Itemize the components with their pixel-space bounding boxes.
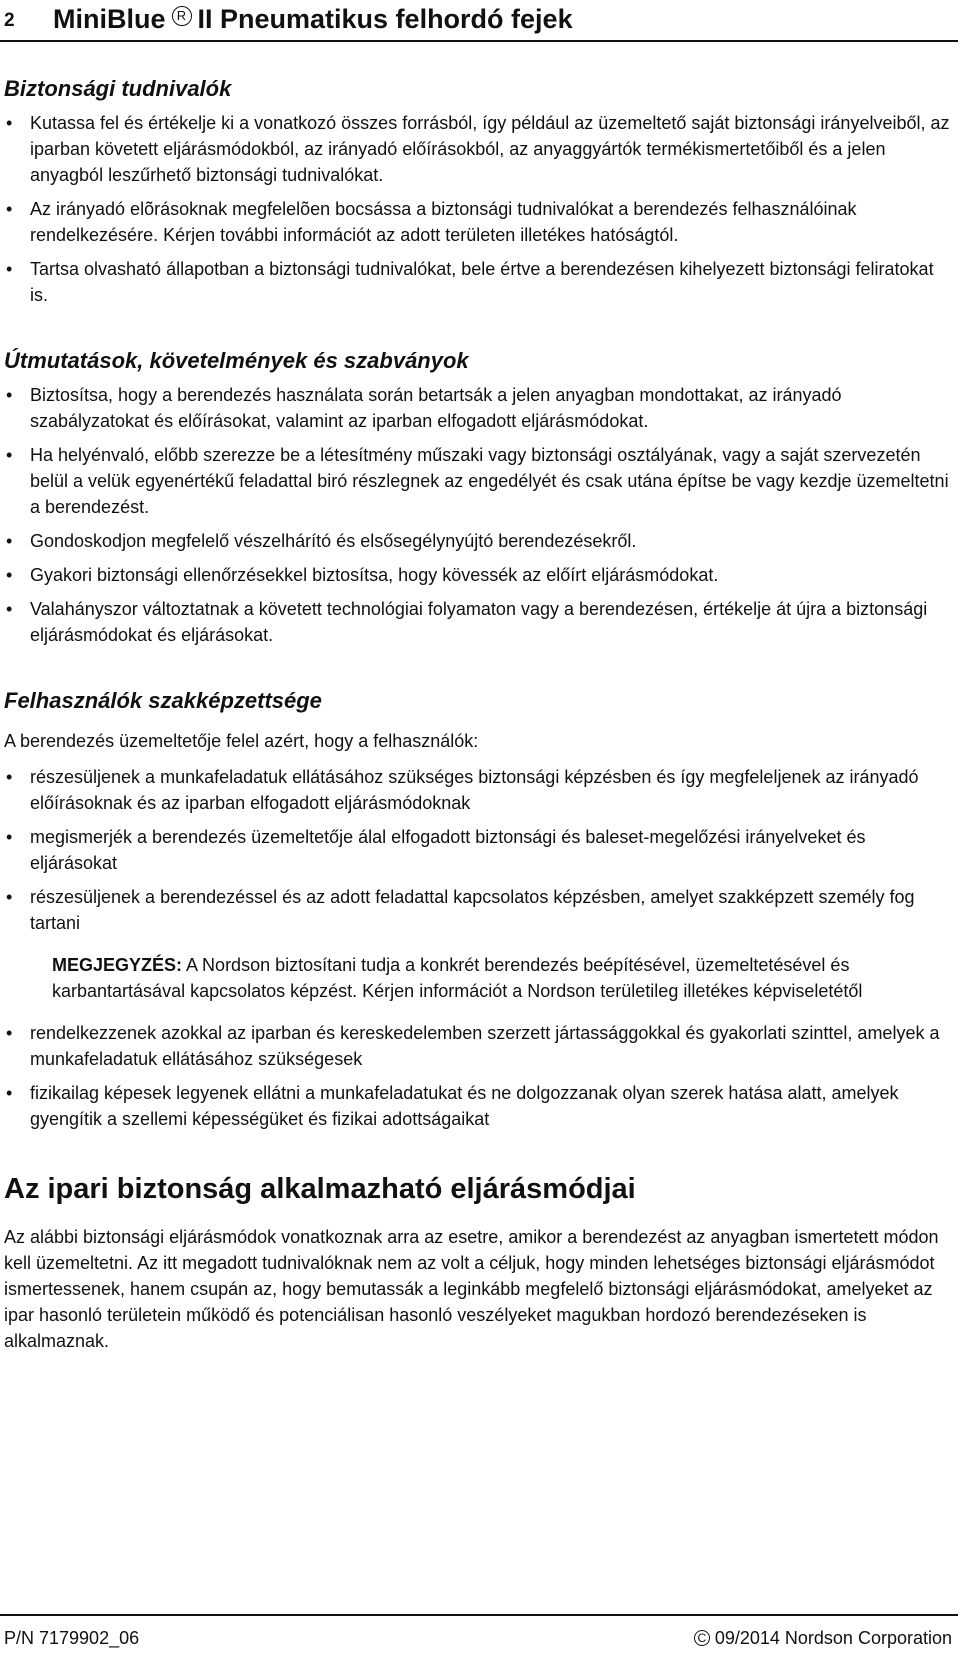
- registered-mark-icon: R: [172, 6, 192, 26]
- bullet-list: [4, 764, 954, 936]
- list-item-text: részesüljenek a berendezéssel és az adott feladattal kapcsolatos képzésben, amelyet szakképzett személy fog tartani: [30, 887, 915, 933]
- list-item: [4, 884, 954, 936]
- bullet-icon: •: [6, 199, 13, 219]
- list-item-text: részesüljenek a munkafeladatuk ellátásához szükséges biztonsági képzésben és így megfeleljenek az irányadó előírásoknak és az iparban elfogadott eljárásmódoknak: [30, 767, 919, 813]
- section-intro: A berendezés üzemeltetője felel azért, hogy a felhasználók:: [4, 731, 479, 751]
- list-item: [4, 442, 954, 520]
- bullet-icon: •: [6, 385, 13, 405]
- list-item: [4, 562, 954, 588]
- copyright-text: 09/2014 Nordson Corporation: [714, 1628, 952, 1648]
- page-content: [4, 76, 954, 1364]
- note-label: MEGJEGYZÉS:: [52, 955, 183, 975]
- bullet-icon: •: [6, 767, 13, 787]
- bullet-icon: •: [6, 827, 13, 847]
- bullet-icon: •: [6, 1083, 13, 1103]
- list-item: [4, 110, 954, 188]
- section-title: Útmutatások, követelmények és szabványok: [4, 348, 469, 373]
- section-title: Biztonsági tudnivalók: [4, 76, 232, 101]
- bullet-list: [4, 382, 954, 648]
- section-safety: [4, 76, 954, 308]
- list-item-text: Ha helyénvaló, előbb szerezze be a létesítmény műszaki vagy biztonsági osztályának, vagy a saját szervezetén belül a velük egyenértékű feladattal biró részlegnek az engedélyét és csak utána építse be vagy kezdje üzemeltetni a berendezést.: [30, 445, 949, 517]
- page-number: 2: [4, 10, 15, 31]
- list-item-text: fizikailag képesek legyenek ellátni a munkafeladatukat és ne dolgozzanak olyan szerek hatása alatt, amelyek gyengítik a szellemi képességüket és fizikai adottságaikat: [30, 1083, 899, 1129]
- list-item: [4, 196, 954, 248]
- part-number: P/N 7179902_06: [4, 1628, 140, 1648]
- list-item: [4, 256, 954, 308]
- bullet-icon: •: [6, 887, 13, 907]
- copyright-icon: C: [694, 1630, 710, 1646]
- header-title: [53, 4, 573, 35]
- list-item-text: rendelkezzenek azokkal az iparban és kereskedelemben szerzett jártassággokkal és gyakorlati szinttel, amelyek a munkafeladatuk ellátásához szükségesek: [30, 1023, 940, 1069]
- list-item: [4, 528, 954, 554]
- list-item-text: Biztosítsa, hogy a berendezés használata során betartsák a jelen anyagban mondottakat, az irányadó szabályzatokat és előírásokat, valamint az iparban elfogadott eljárásmódokat.: [30, 385, 842, 431]
- list-item: [4, 596, 954, 648]
- list-item-text: Tartsa olvasható állapotban a biztonsági tudnivalókat, bele értve a berendezésen kihelyezett biztonsági feliratokat is.: [30, 259, 934, 305]
- list-item: [4, 1020, 954, 1072]
- bullet-icon: •: [6, 599, 13, 619]
- bullet-icon: •: [6, 259, 13, 279]
- section-guidelines: [4, 348, 954, 648]
- list-item-text: Az irányadó elõrásoknak megfelelõen bocsássa a biztonsági tudnivalókat a berendezés felhasználóinak rendelkezésére. Kérjen további információt az adott területen illetékes hatóságtól.: [30, 199, 857, 245]
- bullet-list: [4, 110, 954, 308]
- list-item-text: Valahányszor változtatnak a követett technológiai folyamaton vagy a berendezésen, értékelje át újra a biztonsági eljárásmódokat és eljárásokat.: [30, 599, 928, 645]
- note-text: A Nordson biztosítani tudja a konkrét berendezés beépítésével, üzemeltetésével és karbantartásával kapcsolatos képzést. Kérjen információt a Nordson területileg illetékes képviseletétől: [52, 955, 863, 1001]
- section-qualification: [4, 688, 954, 1132]
- bullet-icon: •: [6, 113, 13, 133]
- page-footer: [0, 1614, 958, 1656]
- bullet-icon: •: [6, 1023, 13, 1043]
- list-item: [4, 824, 954, 876]
- list-item-text: Gondoskodjon megfelelő vészelhárító és elsősegélynyújtó berendezésekről.: [30, 531, 637, 551]
- list-item: [4, 382, 954, 434]
- header-title-rest: II Pneumatikus felhordó fejek: [197, 4, 573, 34]
- list-item: [4, 1080, 954, 1132]
- bullet-list: [4, 1020, 954, 1132]
- section-title: Az ipari biztonság alkalmazható eljárásmódjai: [4, 1173, 636, 1205]
- page-header: [0, 0, 958, 42]
- list-item-text: Kutassa fel és értékelje ki a vonatkozó összes forrásból, így például az üzemeltető saját biztonsági irányelveiből, az iparban követett eljárásmódokból, az irányadó előírásokból, az anyaggyártók termékismertetőiből és a jelen anyagból leszűrhető biztonsági tudnivalókat.: [30, 113, 950, 185]
- header-title-brand: MiniBlue: [53, 4, 166, 34]
- list-item-text: Gyakori biztonsági ellenőrzésekkel biztosítsa, hogy kövessék az előírt eljárásmódokat.: [30, 565, 719, 585]
- bullet-icon: •: [6, 565, 13, 585]
- copyright: [694, 1628, 952, 1649]
- note-block: [52, 952, 954, 1004]
- section-title: Felhasználók szakképzettsége: [4, 688, 322, 713]
- section-paragraph: Az alábbi biztonsági eljárásmódok vonatkoznak arra az esetre, amikor a berendezést az anyagban ismertetett módon kell üzemeltetni. Az itt megadott tudnivalóknak nem az volt a céljuk, hogy minden lehetséges biztonsági eljárásmódot ismertessenek, hanem csupán az, hogy bemutassák a leginkább megfelelő biztonsági eljárásmódokat, amelyeket az ipar hasonló területein működő és potenciálisan hasonló veszélyeket magukban hordozó berendezéseken is alkalmaznak.: [4, 1227, 939, 1351]
- list-item: [4, 764, 954, 816]
- bullet-icon: •: [6, 531, 13, 551]
- section-industrial: [4, 1172, 954, 1354]
- list-item-text: megismerjék a berendezés üzemeltetője álal elfogadott biztonsági és baleset-megelőzési irányelveket és eljárásokat: [30, 827, 866, 873]
- bullet-icon: •: [6, 445, 13, 465]
